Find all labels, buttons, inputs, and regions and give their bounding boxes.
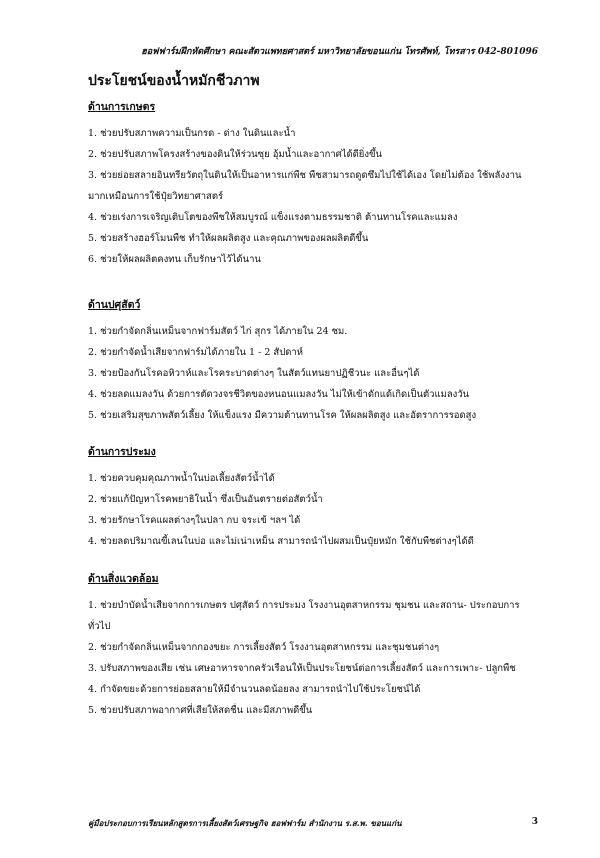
list-item: 5. ช่วยเสริมสุขภาพสัตว์เลี้ยง ให้แข็งแรง มีความต้านทานโรค ให้ผลผลิตสูง และอัตราการรอดสูง	[88, 410, 477, 421]
section-environment	[88, 570, 538, 721]
list-item: 1. ช่วยกำจัดกลิ่นเหม็นจากฟาร์มสัตว์ ไก่ สุกร ได้ภายใน 24 ชม.	[88, 326, 348, 337]
list-item: 2. ช่วยกำจัดกลิ่นเหม็นจากกองขยะ การเลี้ยงสัตว์ โรงงานอุตสาหกรรม และชุมชนต่างๆ	[88, 642, 440, 653]
list-item: 1. ช่วยควบคุมคุณภาพน้ำในบ่อเลี้ยงสัตว์น้ำได้	[88, 473, 275, 484]
section-livestock	[88, 296, 538, 426]
list-item: 3. ปรับสภาพของเสีย เช่น เศษอาหารจากครัวเรือนให้เป็นประโยชน์ต่อการเลี้ยงสัตว์ และการเพาะ- ปลูกพืช	[88, 663, 516, 674]
list-item: 5. ช่วยสร้างฮอร์โมนพืช ทำให้ผลผลิตสูง และคุณภาพของผลผลิตดีขึ้น	[88, 233, 369, 244]
page-header: ฮอฟฟาร์มฝึกหัดศึกษา คณะสัตวแพทยศาสตร์ มหาวิทยาลัยขอนแก่น โทรศัพท์, โทรสาร 042-801096	[141, 47, 538, 57]
section-title: ด้านปศุสัตว์	[88, 299, 141, 311]
page-number: 3	[531, 817, 538, 827]
section-fishery	[88, 443, 538, 552]
list-item: 1. ช่วยปรับสภาพความเป็นกรด - ด่าง ในดินและน้ำ	[88, 128, 296, 139]
section-title: ด้านการประมง	[88, 446, 156, 458]
list-item: 6. ช่วยให้ผลผลิตคงทน เก็บรักษาไว้ได้นาน	[88, 254, 261, 265]
list-item: 5. ช่วยปรับสภาพอากาศที่เสียให้สดชื่น และมีสภาพดีขึ้น	[88, 705, 313, 716]
list-item: 2. ช่วยกำจัดน้ำเสียจากฟาร์มได้ภายใน 1 - 2 สัปดาห์	[88, 347, 303, 358]
page-title: ประโยชน์ของน้ำหมักชีวภาพ	[88, 73, 260, 89]
list-item: 2. ช่วยแก้ปัญหาโรคพยาธิในน้ำ ซึ่งเป็นอันตรายต่อสัตว์น้ำ	[88, 494, 323, 505]
section-title: ด้านสิ่งแวดล้อม	[88, 573, 159, 585]
section-title: ด้านการเกษตร	[88, 101, 156, 113]
page-footer	[88, 817, 538, 830]
list-item: 1. ช่วยบำบัดน้ำเสียจากการเกษตร ปศุสัตว์ การประมง โรงงานอุตสาหกรรม ชุมชน และสถาน- ประกอบการทั่วไป	[88, 600, 520, 632]
list-item: 3. ช่วยป้องกันโรคอหิวาห์และโรคระบาดต่างๆ ในสัตว์แทนยาปฏิชีวนะ และอื่นๆได้	[88, 368, 420, 379]
list-item: 3. ช่วยรักษาโรคแผลต่างๆในปลา กบ จระเข้ ฯลฯ ได้	[88, 515, 301, 526]
list-item: 4. กำจัดขยะด้วยการย่อยสลายให้มีจำนวนลดน้อยลง สามารถนำไปใช้ประโยชน์ได้	[88, 684, 421, 695]
list-item: 4. ช่วยเร่งการเจริญเติบโตของพืชให้สมบูรณ์ แข็งแรงตามธรรมชาติ ต้านทานโรคและแมลง	[88, 212, 458, 223]
list-item: 4. ช่วยลดแมลงวัน ด้วยการตัดวงจรชีวิตของหนอนแมลงวัน ไม่ให้เข้าดักแด้เกิดเป็นตัวแมลงวัน	[88, 389, 470, 400]
section-agriculture	[88, 98, 538, 270]
list-item: 3. ช่วยย่อยสลายอินทรียวัตถุในดินให้เป็นอาหารแก่พืช พืชสามารถดูดซึมไปใช้ได้เอง โดยไม่ต้อง ใช้พลังงานมากเหมือนการใช้ปุ๋ยวิทยาศาสตร์	[88, 170, 522, 202]
list-item: 4. ช่วยลดปริมาณขี้เลนในบ่อ และไม่เน่าเหม็น สามารถนำไปผสมเป็นปุ๋ยหมัก ใช้กับพืชต่างๆได้ดี	[88, 536, 474, 547]
list-item: 2. ช่วยปรับสภาพโครงสร้างของดินให้ร่วนซุย อุ้มน้ำและอากาศได้ดียิ่งขึ้น	[88, 149, 383, 160]
footer-text: คู่มือประกอบการเรียนหลักสูตรการเลี้ยงสัตว์เศรษฐกิจ ฮอฟฟาร์ม สำนักงาน ร.ส.พ. ขอนแก่น	[88, 818, 402, 828]
